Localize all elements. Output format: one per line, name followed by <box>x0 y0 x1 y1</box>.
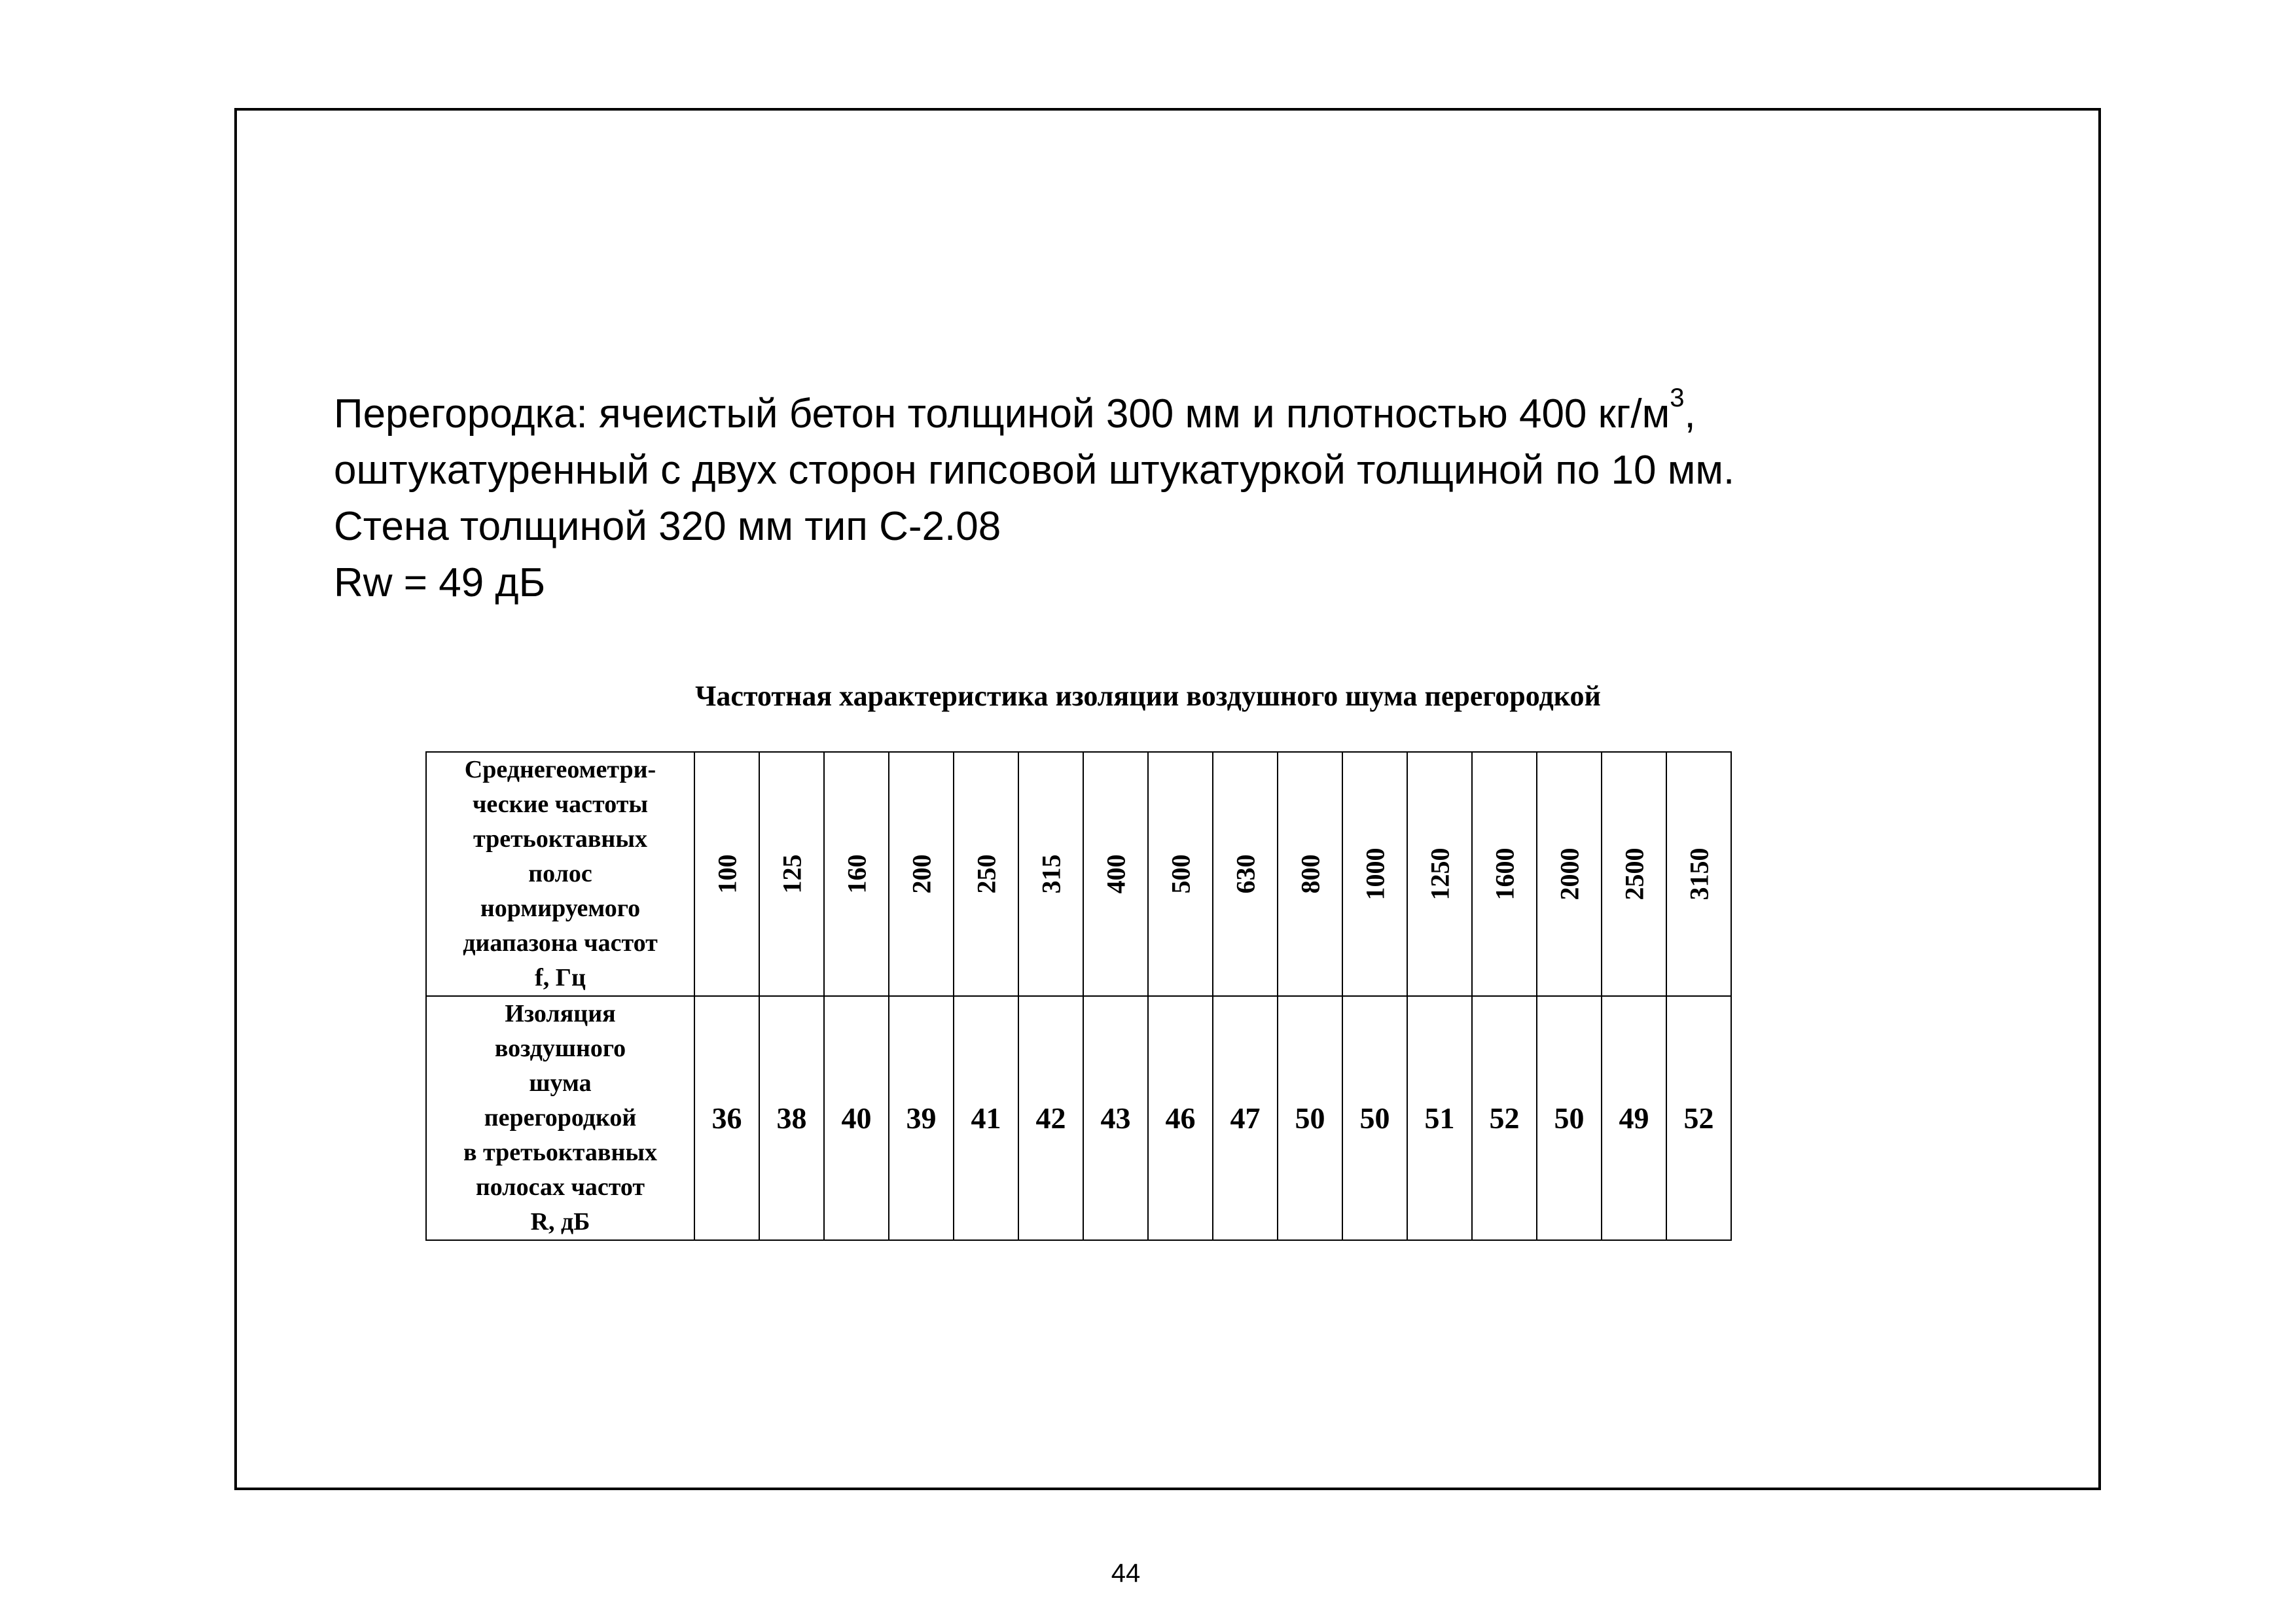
description-line-1: Перегородка: ячеистый бетон толщиной 300 мм и плотностью 400 $кг/м^3$, <box>334 383 1696 437</box>
frequency-label: 125 <box>777 854 806 894</box>
header-line: перегородкой <box>484 1104 637 1132</box>
isolation-row <box>426 996 1731 1240</box>
header-line: ческие частоты <box>472 791 649 818</box>
frequency-row <box>426 752 1731 996</box>
frequency-label: 2000 <box>1554 847 1584 901</box>
frequency-label: 500 <box>1166 854 1195 894</box>
isolation-value-cell: 43 <box>1083 996 1148 1240</box>
isolation-value-cell: 52 <box>1666 996 1731 1240</box>
isolation-value-cell: 50 <box>1278 996 1342 1240</box>
frequency-label: 1000 <box>1360 847 1390 901</box>
frequency-label: 3150 <box>1684 847 1713 901</box>
header-line: R, дБ <box>530 1208 590 1236</box>
frequency-label: 800 <box>1295 854 1325 894</box>
header-line: в третьоктавных <box>463 1139 658 1166</box>
header-line: диапазона частот <box>463 929 658 957</box>
frequency-table <box>425 751 1732 1241</box>
description-line-2: оштукатуренный с двух сторон гипсовой штукатуркой толщиной по 10 мм. <box>334 448 1735 493</box>
frequency-label: 160 <box>842 854 871 894</box>
isolation-value-cell: 36 <box>694 996 759 1240</box>
frequency-cell <box>889 752 954 996</box>
frequency-cell <box>1537 752 1602 996</box>
description-line-3: Стена толщиной 320 мм тип С-2.08 <box>334 504 1001 549</box>
frequency-cell <box>759 752 824 996</box>
isolation-value-cell: 38 <box>759 996 824 1240</box>
partition-description <box>334 383 1735 611</box>
isolation-value-cell: 41 <box>954 996 1018 1240</box>
isolation-value-cell: 47 <box>1213 996 1278 1240</box>
header-line: Среднегеометри- <box>464 756 656 783</box>
header-line: полос <box>528 860 592 887</box>
header-line: f, Гц <box>535 964 586 991</box>
rw-value: Rw = 49 дБ <box>334 560 546 605</box>
frequency-label: 250 <box>971 854 1001 894</box>
frequency-cell <box>1342 752 1407 996</box>
frequency-cell <box>824 752 889 996</box>
header-line: Изоляция <box>505 1000 616 1027</box>
header-line: воздушного <box>494 1035 626 1062</box>
frequency-cell <box>1407 752 1472 996</box>
frequency-cell <box>1472 752 1537 996</box>
frequency-cell <box>1148 752 1213 996</box>
page-number: 44 <box>1111 1559 1141 1588</box>
isolation-value-cell: 39 <box>889 996 954 1240</box>
isolation-value-cell: 50 <box>1342 996 1407 1240</box>
header-line: третьоктавных <box>473 825 647 853</box>
isolation-row-header <box>426 996 694 1240</box>
isolation-value-cell: 49 <box>1602 996 1666 1240</box>
frequency-label: 200 <box>906 854 936 894</box>
frequency-label: 400 <box>1101 854 1130 894</box>
frequency-cell <box>1213 752 1278 996</box>
frequency-label: 1600 <box>1490 847 1519 901</box>
frequency-row-header <box>426 752 694 996</box>
frequency-cell <box>1666 752 1731 996</box>
isolation-value-cell: 42 <box>1018 996 1083 1240</box>
frequency-label: 2500 <box>1619 847 1649 901</box>
frequency-cell <box>954 752 1018 996</box>
frequency-cell <box>1083 752 1148 996</box>
frequency-label: 630 <box>1230 854 1260 894</box>
frequency-label: 100 <box>712 854 742 894</box>
frequency-label: 315 <box>1036 854 1066 894</box>
isolation-value-cell: 46 <box>1148 996 1213 1240</box>
frequency-cell <box>694 752 759 996</box>
header-line: нормируемого <box>480 895 641 922</box>
frequency-label: 1250 <box>1425 847 1454 901</box>
header-line: полосах частот <box>475 1173 645 1201</box>
frequency-cell <box>1602 752 1666 996</box>
table-title: Частотная характеристика изоляции воздушного шума перегородкой <box>695 680 1601 712</box>
frequency-cell <box>1278 752 1342 996</box>
isolation-value-cell: 40 <box>824 996 889 1240</box>
header-line: шума <box>529 1069 592 1097</box>
isolation-value-cell: 52 <box>1472 996 1537 1240</box>
isolation-value-cell: 50 <box>1537 996 1602 1240</box>
frequency-cell <box>1018 752 1083 996</box>
isolation-value-cell: 51 <box>1407 996 1472 1240</box>
